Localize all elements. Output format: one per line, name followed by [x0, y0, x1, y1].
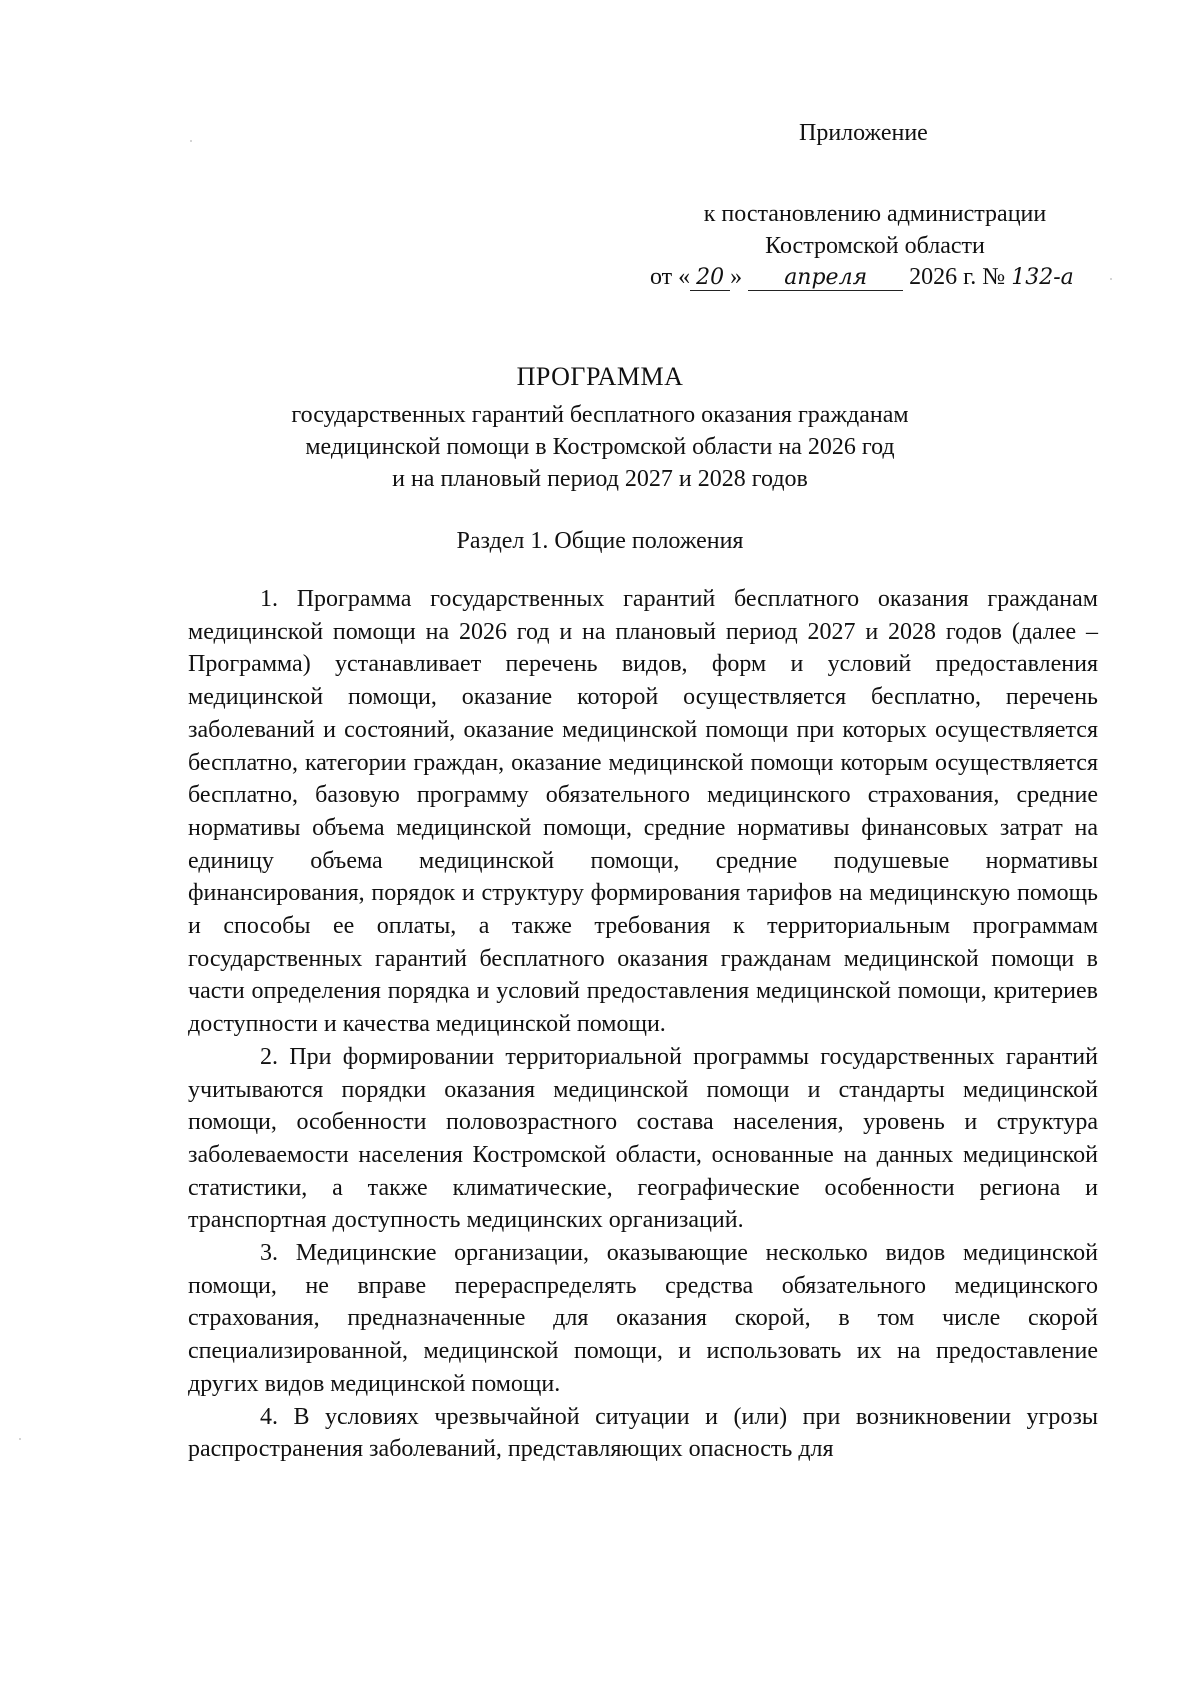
resolution-reference	[640, 198, 1110, 262]
handwritten-month: апреля	[748, 265, 903, 291]
subtitle-line-2: медицинской помощи в Костромской области на 2026 год	[305, 434, 895, 460]
program-title: ПРОГРАММА	[516, 362, 684, 391]
resolution-line-1: к постановлению администрации	[703, 201, 1047, 227]
handwritten-doc-number: 132-а	[1011, 265, 1074, 290]
scan-speck	[1110, 278, 1112, 280]
section-heading: Раздел 1. Общие положения	[456, 528, 744, 554]
scan-speck	[190, 140, 192, 142]
date-year: 2026 г. №	[903, 264, 1012, 290]
scan-speck	[19, 1438, 21, 1440]
paragraph-4: 4. В условиях чрезвычайной ситуации и (или) при возникновении угрозы распространения заболеваний, представляющих опасность для	[188, 1403, 1098, 1463]
paragraph-2: 2. При формировании территориальной программы государственных гарантий учитываются порядки оказания медицинской помощи и стандарты медицинской помощи, особенности половозрастного состава населения, уровень и структура заболеваемости населения Костромской области, основанные на данных медицинской статистики, а также климатические, географические особенности региона и транспортная доступность медицинских организаций.	[188, 1043, 1098, 1234]
handwritten-day: 20	[690, 265, 730, 291]
subtitle-line-1: государственных гарантий бесплатного оказания гражданам	[291, 402, 909, 428]
subtitle-line-3: и на плановый период 2027 и 2028 годов	[392, 466, 808, 492]
resolution-date-line	[650, 264, 1121, 291]
date-mid: »	[730, 264, 749, 290]
document-body	[188, 583, 1098, 1466]
appendix-label: Приложение	[799, 120, 928, 146]
program-subtitle	[150, 399, 1050, 495]
paragraph-1: 1. Программа государственных гарантий бесплатного оказания гражданам медицинской помощи на 2026 год и на плановый период 2027 и 2028 годов (далее – Программа) устанавливает перечень видов, форм и условий предоставления медицинской помощи, оказание которой осуществляется бесплатно, перечень заболеваний и состояний, оказание медицинской помощи при которых осуществляется бесплатно, категории граждан, оказание медицинской помощи которым осуществляется бесплатно, базовую программу обязательного медицинского страхования, средние нормативы объема медицинской помощи, средние нормативы финансовых затрат на единицу объема медицинской помощи, средние подушевые нормативы финансирования, порядок и структуру формирования тарифов на медицинскую помощь и способы ее оплаты, а также требования к территориальным программам государственных гарантий бесплатного оказания гражданам медицинской помощи в части определения порядка и условий предоставления медицинской помощи, критериев доступности и качества медицинской помощи.	[188, 586, 1098, 1038]
resolution-line-2: Костромской области	[765, 233, 985, 259]
date-prefix: от «	[650, 264, 691, 290]
paragraph-3: 3. Медицинские организации, оказывающие несколько видов медицинской помощи, не вправе перераспределять средства обязательного медицинского страхования, предназначенные для оказания скорой, в том числе скорой специализированной, медицинской помощи, и использовать их на предоставление других видов медицинской помощи.	[188, 1240, 1098, 1397]
